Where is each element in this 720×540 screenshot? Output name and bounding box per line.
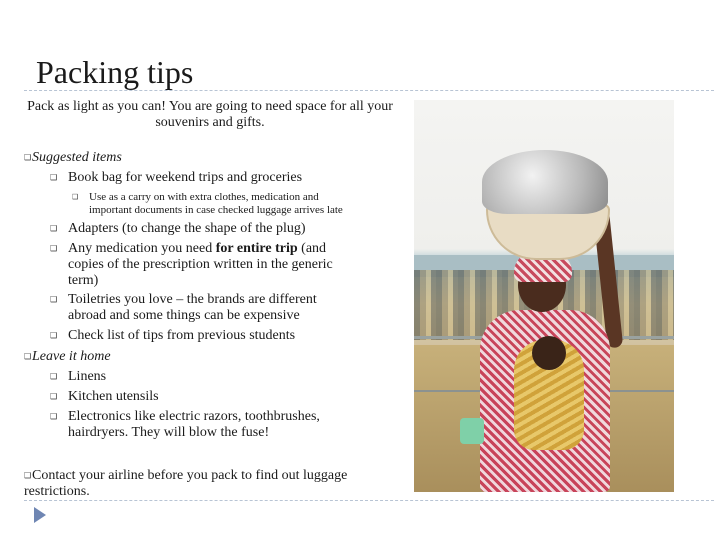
bullet-icon <box>72 193 78 201</box>
item-toiletries-line1: Toiletries you love – the brands are different <box>68 292 317 307</box>
bullet-icon <box>50 244 57 253</box>
bullet-icon <box>50 412 57 421</box>
item-book-bag-note-line2: important documents in case checked luggage arrives late <box>89 204 343 216</box>
bullet-icon <box>50 173 57 182</box>
bullet-icon <box>50 392 57 401</box>
slide-title: Packing tips <box>36 54 194 90</box>
bullet-icon <box>50 372 57 381</box>
item-electronics-line2: hairdryers. They will blow the fuse! <box>68 425 270 440</box>
bullet-icon <box>50 224 57 233</box>
item-linens: Linens <box>68 369 107 384</box>
title-divider <box>24 90 714 91</box>
leave-it-home-heading: Leave it home <box>32 349 111 364</box>
play-triangle-icon <box>34 507 46 523</box>
item-book-bag: Book bag for weekend trips and groceries <box>68 170 303 185</box>
bullet-icon <box>24 471 31 480</box>
suggested-items-heading: Suggested items <box>32 150 122 165</box>
item-kitchen-utensils: Kitchen utensils <box>68 389 159 404</box>
contact-airline-line1: Contact your airline before you pack to find out luggage <box>32 468 348 483</box>
woman-carrying-basin-photo <box>414 100 674 492</box>
item-checklist: Check list of tips from previous students <box>68 328 296 343</box>
bullet-icon <box>24 352 31 361</box>
intro-text: Pack as light as you can! You are going to need space for all your souvenirs and gifts. <box>27 99 393 130</box>
bullet-icon <box>50 331 57 340</box>
bullet-icon <box>50 295 57 304</box>
item-electronics-line1: Electronics like electric razors, toothbrushes, <box>68 409 320 424</box>
item-adapters: Adapters (to change the shape of the plug) <box>68 221 306 236</box>
item-medication-line3: term) <box>68 273 99 288</box>
item-toiletries-line2: abroad and some things can be expensive <box>68 308 300 323</box>
item-medication: Any medication you need for entire trip (and <box>68 241 327 256</box>
item-medication-line2: copies of the prescription written in the generic <box>68 257 333 272</box>
contact-airline-line2: restrictions. <box>24 484 90 499</box>
footer-divider <box>24 500 714 501</box>
bullet-icon <box>24 153 31 162</box>
item-book-bag-note-line1: Use as a carry on with extra clothes, medication and <box>89 191 319 203</box>
